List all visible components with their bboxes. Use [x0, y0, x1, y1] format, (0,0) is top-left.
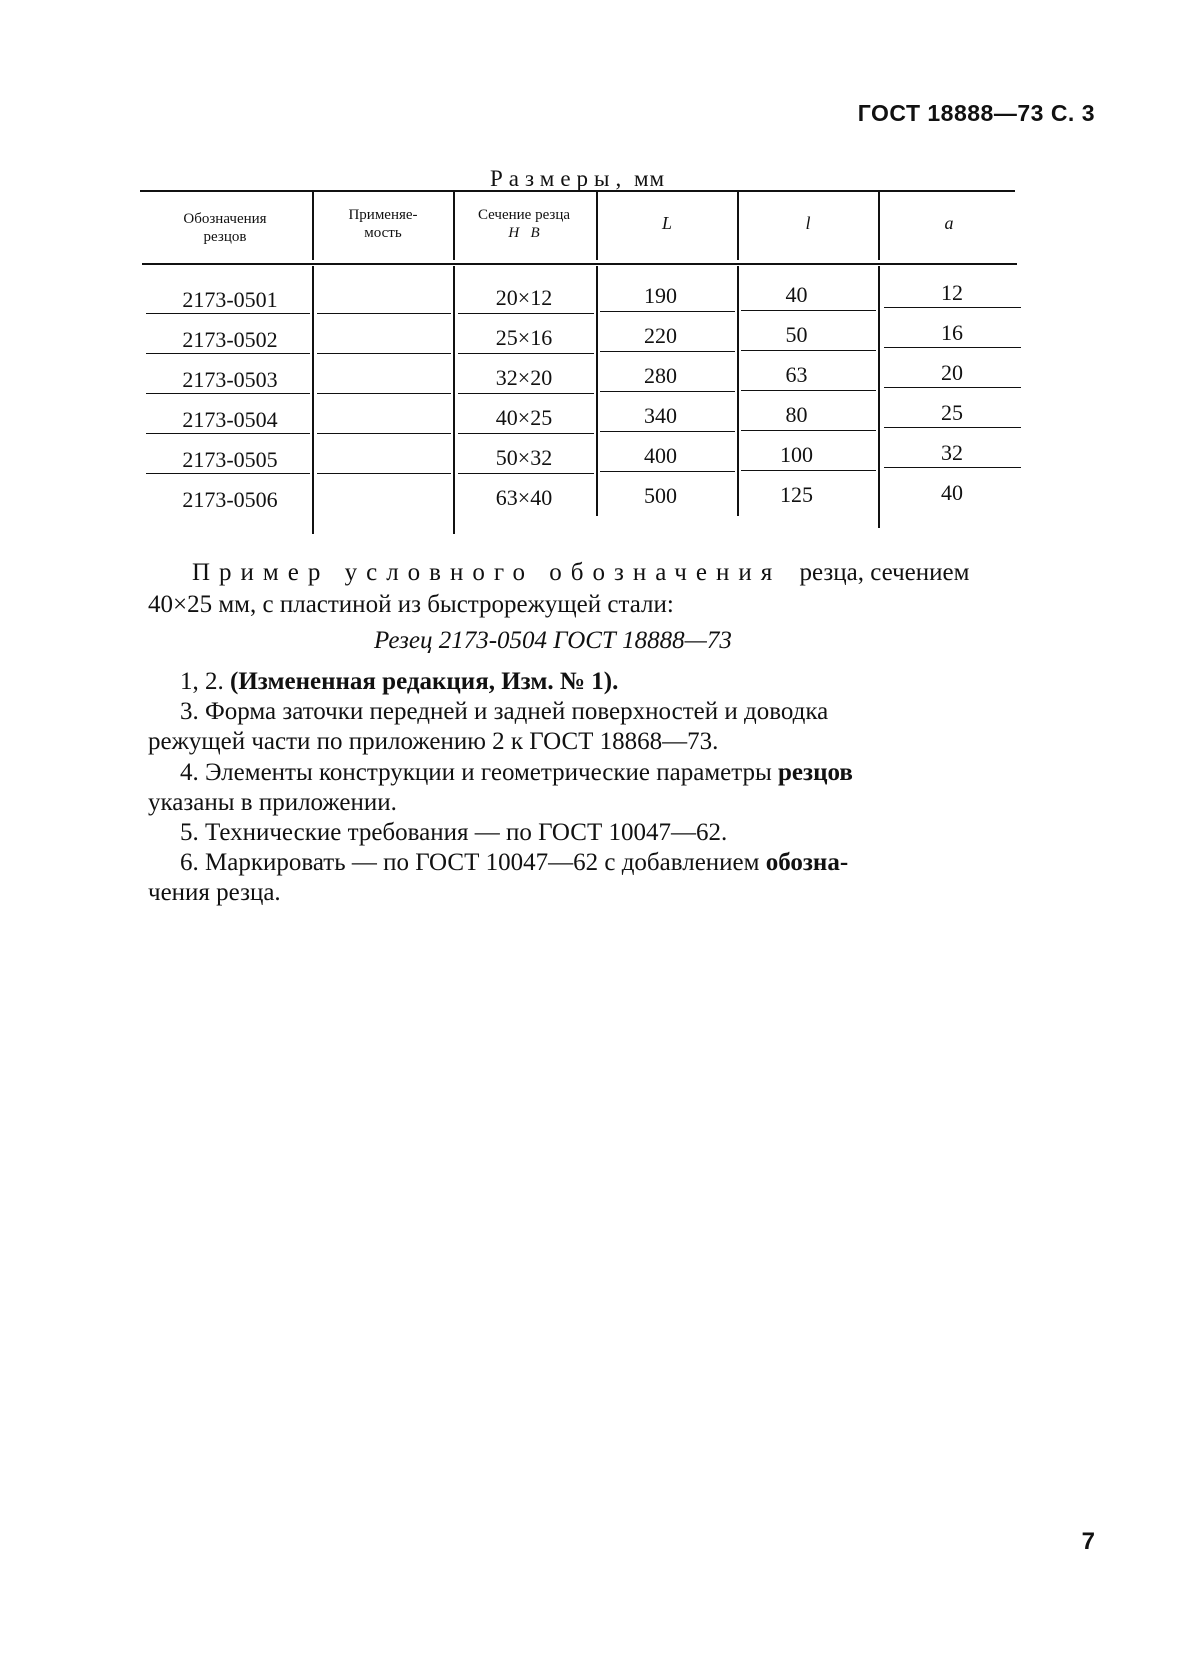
cell-section: 50×32: [495, 445, 553, 470]
cell-a: 16: [941, 320, 963, 345]
row-rule: [458, 393, 594, 394]
row-rule: [317, 393, 451, 394]
cell-l: 80: [785, 402, 808, 427]
header-section-line2: H B: [508, 225, 540, 241]
note-3-line2: режущей части по приложению 2 к ГОСТ 18868—73.: [148, 728, 719, 755]
note-4-bold: резцов: [778, 759, 853, 786]
note-1-2-prefix: 1, 2.: [180, 668, 224, 695]
example-lead-spaced: Пример условного обозначения: [192, 559, 782, 586]
row-rule: [458, 473, 594, 474]
cell-L: 190: [644, 283, 677, 308]
cell-a: 12: [941, 280, 963, 305]
cell-a: 40: [941, 480, 963, 505]
row-rule: [600, 471, 735, 472]
page-number: 7: [1081, 1528, 1095, 1555]
document-reference: ГОСТ 18888—73 С. 3: [857, 100, 1095, 126]
cell-L: 220: [644, 323, 677, 348]
row-rule: [458, 433, 594, 434]
row-rule: [741, 390, 876, 391]
cell-L: 400: [644, 443, 677, 468]
header-applicability-line1: Применяе-: [348, 207, 418, 223]
note-4-text: 4. Элементы конструкции и геометрические параметры: [180, 759, 772, 786]
cell-designation: 2173-0504: [182, 407, 278, 432]
row-rule: [741, 310, 876, 311]
header-designation: [150, 210, 300, 246]
row-rule: [146, 393, 310, 394]
note-6-line2: чения резца.: [148, 879, 281, 906]
caption-unit: мм: [633, 166, 666, 191]
row-rule: [317, 473, 451, 474]
header-separator: [142, 263, 1017, 265]
cell-designation: 2173-0501: [182, 287, 278, 312]
example-line2: 40×25 мм, с пластиной из быстрорежущей стали:: [148, 591, 674, 618]
row-rule: [146, 353, 310, 354]
row-rule: [317, 353, 451, 354]
note-6-text: 6. Маркировать — по ГОСТ 10047—62 с добавлением: [180, 849, 760, 876]
cell-section: 63×40: [495, 485, 553, 510]
dimensions-table: [0, 0, 1187, 600]
cell-section: 20×12: [495, 285, 553, 310]
note-6-bold: обозна-: [765, 849, 849, 876]
note-4-line2: указаны в приложении.: [148, 789, 397, 816]
row-rule: [884, 387, 1021, 388]
row-rule: [317, 313, 451, 314]
cell-L: 340: [644, 403, 677, 428]
cell-l: 50: [785, 322, 808, 347]
cell-a: 25: [941, 400, 963, 425]
cell-l: 125: [780, 482, 813, 507]
cell-designation: 2173-0505: [182, 447, 278, 472]
cell-a: 32: [941, 440, 963, 465]
row-rule: [884, 347, 1021, 348]
table-top-rule: [140, 190, 1015, 192]
row-rule: [741, 430, 876, 431]
caption-word: Размеры,: [490, 166, 628, 191]
note-1-2-bold: (Измененная редакция, Изм. № 1).: [230, 668, 619, 695]
cell-section: 40×25: [495, 405, 553, 430]
cell-L: 500: [644, 483, 677, 508]
row-rule: [146, 313, 310, 314]
cell-section: 25×16: [495, 325, 553, 350]
header-a: a: [944, 213, 954, 233]
col-divider: [312, 192, 314, 260]
row-rule: [317, 433, 451, 434]
row-rule: [741, 350, 876, 351]
header-designation-line1: Обозначения: [183, 211, 267, 227]
note-4-line1: [180, 758, 853, 788]
row-rule: [884, 427, 1021, 428]
header-L: L: [661, 213, 672, 233]
header-l: l: [805, 213, 811, 233]
row-rule: [146, 473, 310, 474]
col-divider: [878, 266, 880, 528]
example-lead-rest: резца, сечением: [799, 559, 970, 586]
col-divider: [312, 266, 314, 534]
row-rule: [741, 470, 876, 471]
row-rule: [884, 467, 1021, 468]
row-rule: [458, 313, 594, 314]
cell-designation: 2173-0503: [182, 367, 278, 392]
example-line1: [192, 558, 1092, 588]
cell-l: 63: [785, 362, 808, 387]
row-rule: [600, 311, 735, 312]
row-rule: [458, 353, 594, 354]
row-rule: [146, 433, 310, 434]
row-rule: [600, 351, 735, 352]
cell-a: 20: [941, 360, 963, 385]
note-1-2: [180, 667, 618, 697]
header-section: [455, 206, 593, 242]
cell-L: 280: [644, 363, 677, 388]
cell-l: 40: [785, 282, 808, 307]
header-applicability: [318, 206, 448, 242]
cell-section: 32×20: [495, 365, 553, 390]
header-section-line1: Сечение резца: [477, 207, 571, 223]
row-rule: [600, 431, 735, 432]
cell-designation: 2173-0502: [182, 327, 278, 352]
row-rule: [884, 307, 1021, 308]
cell-l: 100: [780, 442, 813, 467]
cell-designation: 2173-0506: [182, 487, 278, 512]
note-3-line1: 3. Форма заточки передней и задней поверхностей и доводка: [180, 698, 829, 725]
note-6-line1: [180, 848, 848, 878]
row-rule: [600, 391, 735, 392]
example-designation: Резец 2173-0504 ГОСТ 18888—73: [374, 627, 732, 654]
note-5: 5. Технические требования — по ГОСТ 10047—62.: [180, 819, 728, 846]
header-designation-line2: резцов: [203, 229, 247, 245]
header-applicability-line2: мость: [364, 225, 402, 241]
